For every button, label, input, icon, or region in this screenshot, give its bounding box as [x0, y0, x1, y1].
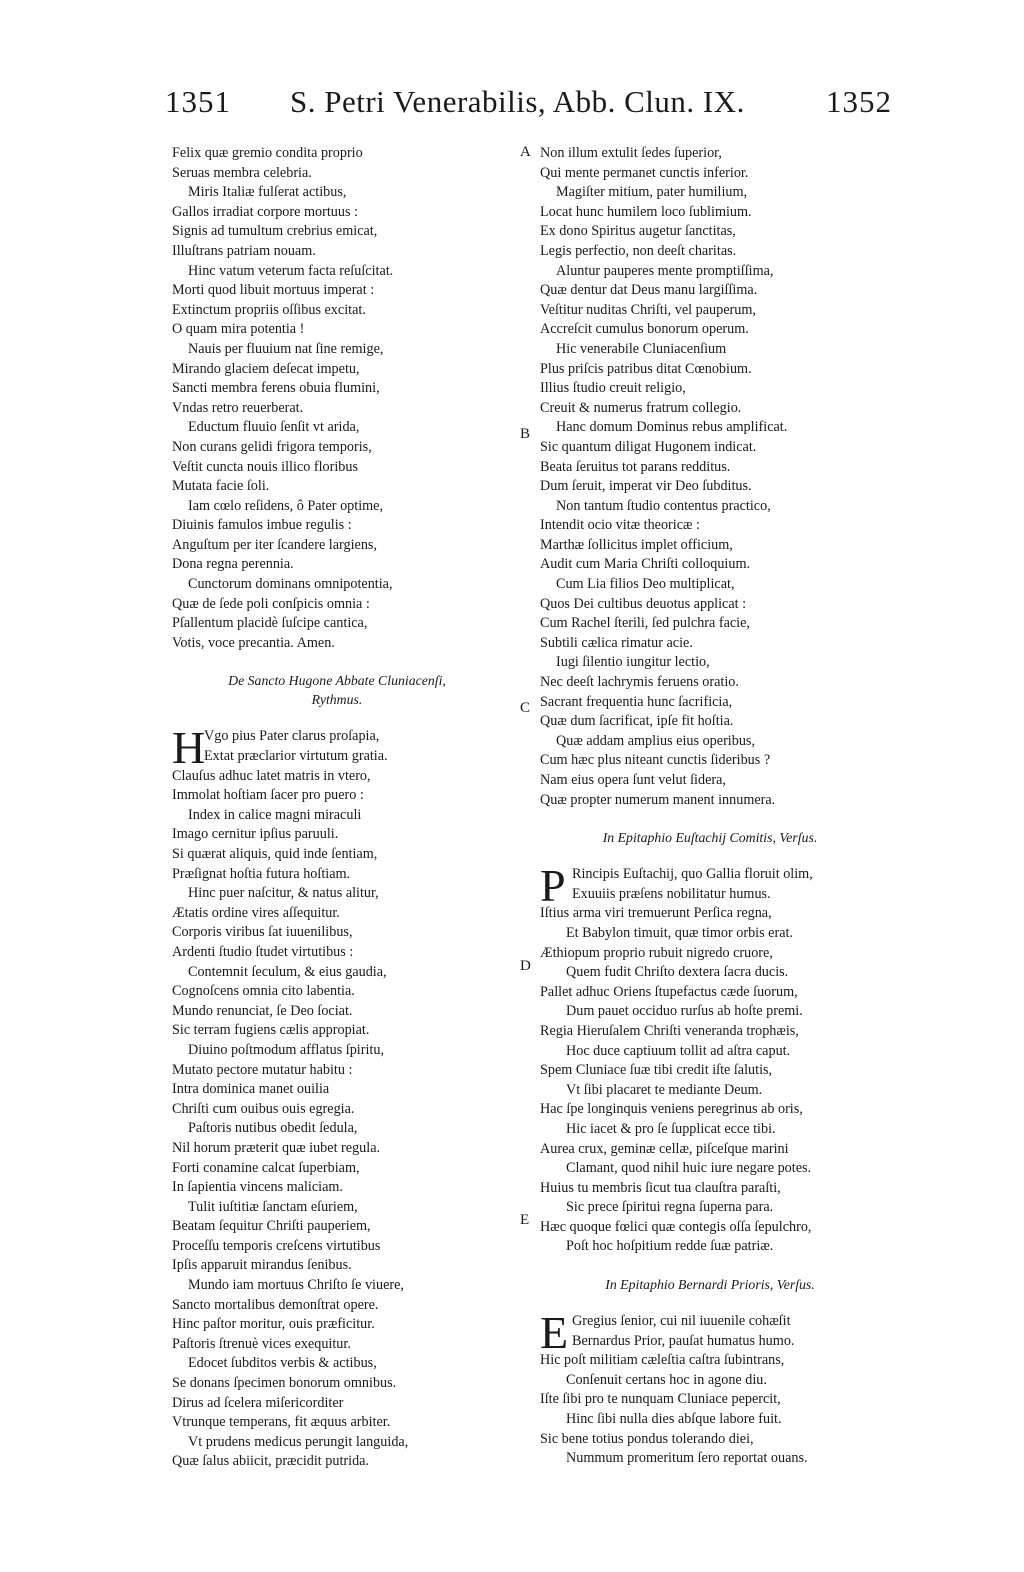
poem-line: Quæ addam amplius eius operibus,	[556, 732, 755, 749]
poem-line: Hinc paſtor moritur, ouis præficitur.	[172, 1316, 375, 1333]
margin-letter-a: A	[520, 144, 531, 160]
poem-line: Nauis per fluuium nat ſine remige,	[188, 340, 384, 357]
poem-line: Subtili cælica rimatur acie.	[540, 634, 693, 651]
poem-line: Ex dono Spiritus augetur ſanctitas,	[540, 223, 736, 240]
poem-line: Tulit iuſtitiæ ſanctam eſuriem,	[188, 1198, 358, 1215]
poem-line: Hic poſt militiam cæleſtia caſtra ſubintrans,	[540, 1352, 785, 1369]
margin-letter-b: B	[520, 426, 531, 442]
page-header	[0, 84, 1024, 124]
poem-line: Diuinis famulos imbue regulis :	[172, 517, 352, 534]
heading-epitaphio-eustachij: In Epitaphio Euſtachij Comitis, Verſus.	[602, 830, 818, 846]
epitaph-bernardi-lines	[540, 1351, 880, 1469]
poem-line: Cognoſcens omnia cito labentia.	[172, 983, 355, 1000]
poem-line: Clauſus adhuc latet matris in vtero,	[172, 767, 371, 784]
poem-line: Cum Rachel ſterili, ſed pulchra facie,	[540, 615, 750, 632]
hymn-stanzas	[172, 144, 502, 653]
poem-line: Beatam ſequitur Chriſti pauperiem,	[172, 1218, 371, 1235]
poem-line: Quæ de ſede poli conſpicis omnia :	[172, 595, 370, 612]
poem-line: Pallet adhuc Oriens ſtupefactus cæde ſuorum,	[540, 983, 798, 1000]
epitaph-eustachij-lines	[540, 904, 880, 1257]
poem-line: Exuuiis præſens nobilitatur humus.	[572, 885, 771, 902]
poem-line: Illuſtrans patriam nouam.	[172, 242, 316, 259]
poem-line: Sacrant frequentia hunc ſacrificia,	[540, 693, 733, 710]
heading-de-sancto-hugone	[172, 671, 502, 709]
poem-line: Gallos irradiat corpore mortuus :	[172, 203, 358, 220]
poem-line: Hic iacet & pro ſe ſupplicat ecce tibi.	[566, 1120, 776, 1137]
poem-line: Quæ dum ſacrificat, ipſe fit hoſtia.	[540, 713, 734, 730]
poem-line: Dum pauet occiduo rurſus ab hoſte premi.	[566, 1003, 803, 1020]
poem-line: Locat hunc humilem loco ſublimium.	[540, 203, 752, 220]
margin-letter-c: C	[520, 700, 531, 716]
poem-line: Sic terram fugiens cælis appropiat.	[172, 1022, 370, 1039]
margin-letter-d: D	[520, 958, 531, 974]
poem-line: Quæ dentur dat Deus manu largiſſima.	[540, 282, 758, 299]
poem-line: Anguſtum per iter ſcandere largiens,	[172, 536, 377, 553]
poem-line: Non tantum ſtudio contentus practico,	[556, 497, 771, 514]
poem-line: Veſtitur nuditas Chriſti, vel pauperum,	[540, 301, 756, 318]
poem-line: Ipſis apparuit mirandus ſenibus.	[172, 1257, 352, 1274]
poem-line: Cum Lia filios Deo multiplicat,	[556, 576, 735, 593]
poem-line: Accreſcit cumulus bonorum operum.	[540, 321, 749, 338]
poem-line: Beata ſeruitus tot parans redditus.	[540, 458, 731, 475]
poem-line: Immolat hoſtiam ſacer pro puero :	[172, 787, 364, 804]
poem-line: Rincipis Euſtachij, quo Gallia floruit olim,	[572, 866, 813, 883]
poem-line: Legis perfectio, non deeſt charitas.	[540, 242, 737, 259]
poem-line: Vgo pius Pater clarus proſapia,	[204, 728, 380, 745]
poem-line: Bernardus Prior, pauſat humatus humo.	[572, 1332, 795, 1349]
poem-line: Signis ad tumultum crebrius emicat,	[172, 223, 378, 240]
poem-line: Regia Hieruſalem Chriſti veneranda trophæis,	[540, 1022, 799, 1039]
heading-subtitle: Rythmus.	[311, 692, 363, 708]
poem-line: Poſt hoc hoſpitium redde ſuæ patriæ.	[566, 1238, 774, 1255]
poem-line: Vt ſibi placaret te mediante Deum.	[566, 1081, 763, 1098]
poem-line: Proceſſu temporis creſcens virtutibus	[172, 1237, 381, 1254]
poem-line: Quæ propter numerum manent innumera.	[540, 791, 776, 808]
drop-cap: H	[172, 722, 206, 774]
poem-line: Præſignat hoſtia futura hoſtiam.	[172, 865, 351, 882]
poem-line: Veſtit cuncta nouis illico floribus	[172, 458, 358, 475]
heading-epitaphio-bernardi: In Epitaphio Bernardi Prioris, Verſus.	[605, 1277, 815, 1293]
poem-line: Iſtius arma viri tremuerunt Perſica regna,	[540, 905, 772, 922]
poem-line: Mundo iam mortuus Chriſto ſe viuere,	[188, 1277, 404, 1294]
poem-line: Hinc ſibi nulla dies abſque labore fuit.	[566, 1411, 782, 1428]
poem-line: Hic venerabile Cluniacenſium	[556, 340, 727, 357]
poem-line: Mirando glaciem deſecat impetu,	[172, 360, 360, 377]
page-number-right: 1352	[826, 84, 892, 119]
poem-line: Nec deeſt lachrymis feruens oratio.	[540, 674, 739, 691]
poem-line: Diuino poſtmodum afflatus ſpiritu,	[188, 1041, 384, 1058]
right-column	[520, 144, 880, 1469]
poem-line: Nam eius opera ſunt velut ſidera,	[540, 772, 726, 788]
poem-line: Gregius ſenior, cui nil iuuenile cohæſit	[572, 1313, 791, 1330]
poem-line: Mutata facie ſoli.	[172, 478, 270, 495]
poem-line: Iugi ſilentio iungitur lectio,	[556, 654, 710, 671]
poem-line: Audit cum Maria Chriſti colloquium.	[540, 556, 751, 573]
poem-line: Huius tu membris ſicut tua clauſtra paraſti,	[540, 1179, 781, 1196]
poem-line: Felix quæ gremio condita proprio	[172, 145, 363, 161]
rythmus-continuation	[540, 144, 880, 810]
poem-line: Seruas membra celebria.	[172, 164, 312, 181]
poem-line: Quos Dei cultibus deuotus applicat :	[540, 595, 747, 612]
poem-line: In ſapientia vincens maliciam.	[172, 1179, 343, 1196]
poem-opening	[540, 1307, 880, 1359]
poem-line: Dirus ad ſcelera miſericorditer	[172, 1394, 344, 1411]
poem-line: Hac ſpe longinquis veniens peregrinus ab oris,	[540, 1101, 803, 1118]
poem-line: Non curans gelidi frigora temporis,	[172, 438, 372, 455]
running-title: S. Petri Venerabilis, Abb. Clun. IX.	[290, 84, 745, 119]
poem-line: Aluntur pauperes mente promptiſſima,	[556, 262, 774, 279]
poem-line: Hæc quoque fœlici quæ contegis oſſa ſepulchro,	[540, 1218, 812, 1235]
poem-line: Extat præclarior virtutum gratia.	[204, 748, 388, 765]
poem-line: Extinctum propriis oſſibus excitat.	[172, 301, 366, 318]
poem-line: Edocet ſubditos verbis & actibus,	[188, 1355, 377, 1372]
poem-line: Clamant, quod nihil huic iure negare potes.	[566, 1160, 812, 1177]
poem-line: Sic quantum diligat Hugonem indicat.	[540, 438, 757, 455]
poem-line: Æthiopum proprio rubuit nigredo cruore,	[540, 944, 773, 961]
poem-line: Ardenti ſtudio ſtudet virtutibus :	[172, 943, 354, 960]
poem-line: Dum ſeruit, imperat vir Deo ſubditus.	[540, 478, 752, 495]
rythmus-lines	[172, 767, 502, 1472]
poem-line: Et Babylon timuit, quæ timor orbis erat.	[566, 924, 793, 941]
poem-line: Spem Cluniace ſuæ tibi credit iſte ſalutis,	[540, 1062, 773, 1079]
poem-line: Forti conamine calcat ſuperbiam,	[172, 1159, 360, 1176]
poem-line: Pſallentum placidè ſuſcipe cantica,	[172, 615, 368, 632]
poem-line: Paſtoris nutibus obedit ſedula,	[188, 1120, 358, 1137]
poem-line: Marthæ ſollicitus implet officium,	[540, 536, 733, 553]
poem-line: Dona regna perennia.	[172, 556, 294, 573]
poem-line: Hoc duce captiuum tollit ad aſtra caput.	[566, 1042, 791, 1059]
poem-line: Chriſti cum ouibus ouis egregia.	[172, 1100, 355, 1117]
poem-line: Illius ſtudio creuit religio,	[540, 380, 686, 397]
page-number-left: 1351	[165, 84, 231, 119]
poem-line: Hanc domum Dominus rebus amplificat.	[556, 419, 788, 436]
poem-opening	[172, 722, 502, 774]
poem-line: Nil horum præterit quæ iubet regula.	[172, 1139, 381, 1156]
poem-line: Intendit ocio vitæ theoricæ :	[540, 517, 700, 534]
poem-line: Iſte ſibi pro te nunquam Cluniace pepercit,	[540, 1391, 781, 1408]
poem-line: Iam cœlo reſidens, ô Pater optime,	[188, 497, 384, 514]
poem-line: Vndas retro reuerberat.	[172, 399, 304, 416]
poem-line: Se donans ſpecimen bonorum omnibus.	[172, 1375, 397, 1392]
poem-line: Vtrunque temperans, fit æquus arbiter.	[172, 1414, 391, 1431]
poem-line: Magiſter mitium, pater humilium,	[556, 184, 748, 201]
margin-letter-e: E	[520, 1212, 530, 1228]
poem-line: Eductum fluuio ſenſit vt arida,	[188, 419, 360, 436]
poem-line: Si quærat aliquis, quid inde ſentiam,	[172, 846, 378, 862]
poem-line: Miris Italiæ fulſerat actibus,	[188, 184, 347, 201]
left-column	[172, 144, 502, 1472]
poem-line: Sic bene totius pondus tolerando diei,	[540, 1430, 754, 1447]
poem-line: Ætatis ordine vires aſſequitur.	[172, 904, 340, 921]
drop-cap: E	[540, 1307, 569, 1359]
poem-line: Hinc vatum veterum facta reſuſcitat.	[188, 262, 394, 279]
poem-line: Paſtoris ſtrenuè vices exequitur.	[172, 1335, 351, 1352]
poem-line: Mutato pectore mutatur habitu :	[172, 1061, 353, 1078]
poem-line: Plus priſcis patribus ditat Cœnobium.	[540, 360, 752, 377]
poem-line: Non illum extulit ſedes ſuperior,	[540, 145, 722, 161]
poem-line: Votis, voce precantia. Amen.	[172, 634, 335, 651]
poem-line: Hinc puer naſcitur, & natus alitur,	[188, 885, 379, 902]
poem-line: Quæ ſalus abiicit, præcidit putrida.	[172, 1453, 370, 1470]
poem-line: Index in calice magni miraculi	[188, 806, 362, 823]
poem-line: Nummum promeritum ſero reportat ouans.	[566, 1450, 808, 1467]
poem-line: Conſenuit certans hoc in agone diu.	[566, 1371, 767, 1388]
poem-line: Contemnit ſeculum, & eius gaudia,	[188, 963, 387, 980]
poem-opening	[540, 860, 880, 912]
drop-cap: P	[540, 860, 566, 912]
poem-line: Morti quod libuit mortuus imperat :	[172, 282, 375, 299]
poem-line: Creuit & numerus fratrum collegio.	[540, 399, 742, 416]
poem-line: Sic prece ſpiritui regna ſuperna para.	[566, 1199, 774, 1216]
poem-line: Qui mente permanet cunctis inferior.	[540, 164, 749, 181]
poem-line: Sancto mortalibus demonſtrat opere.	[172, 1296, 379, 1313]
poem-line: Cum hæc plus niteant cunctis ſideribus ?	[540, 752, 771, 769]
poem-line: Sancti membra ferens obuia flumini,	[172, 380, 380, 397]
poem-line: Imago cernitur ipſius paruuli.	[172, 826, 339, 843]
heading-title: De Sancto Hugone Abbate Cluniacenſi,	[228, 673, 446, 689]
poem-line: Cunctorum dominans omnipotentia,	[188, 576, 393, 593]
poem-line: Vt prudens medicus perungit languida,	[188, 1433, 409, 1450]
poem-line: O quam mira potentia !	[172, 321, 305, 338]
poem-line: Mundo renunciat, ſe Deo ſociat.	[172, 1002, 353, 1019]
poem-line: Aurea crux, geminæ cellæ, piſceſque marini	[540, 1140, 789, 1157]
poem-line: Corporis viribus ſat iuuenilibus,	[172, 924, 353, 941]
poem-line: Quem fudit Chriſto dextera ſacra ducis.	[566, 964, 789, 981]
poem-line: Intra dominica manet ouilia	[172, 1081, 330, 1098]
